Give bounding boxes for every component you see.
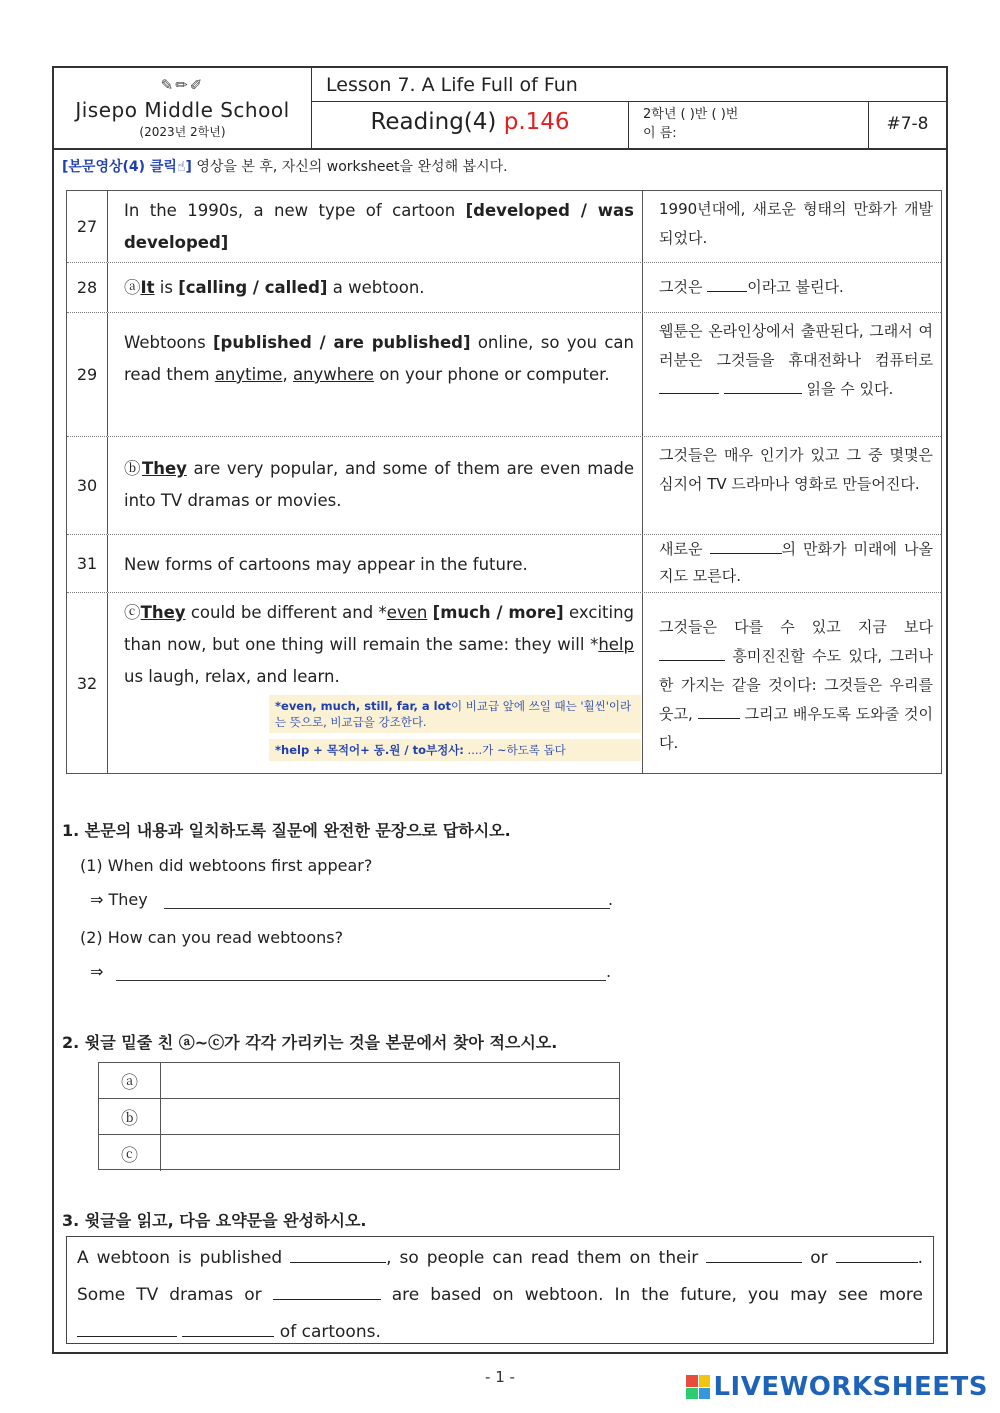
sentence-number: 29: [67, 313, 108, 436]
text: 그리고 배우도록 도와줄 것이다.: [659, 705, 933, 752]
text: , so people can read them on their: [386, 1248, 707, 1268]
english-sentence: [108, 313, 643, 436]
blank[interactable]: [710, 540, 782, 554]
liveworksheets-logo: [686, 1372, 988, 1402]
answer-1-1-input[interactable]: [164, 908, 610, 909]
text: 흥미진진할 수도 있다, 그러나 한 가지는 같을 것이다: 그것들은 우리를 웃고,: [659, 647, 933, 723]
text: on your phone or computer.: [373, 365, 610, 384]
reading-table: [66, 190, 942, 774]
table-row: [99, 1063, 619, 1099]
choice[interactable]: [much / more]: [432, 603, 564, 622]
underlined-reference: It: [140, 278, 155, 297]
choice[interactable]: [published / are published]: [213, 333, 471, 352]
text: . Some TV dramas or: [77, 1248, 923, 1305]
marker-c: ⓒ: [124, 603, 141, 622]
underlined-word: help: [598, 635, 634, 654]
english-sentence: [108, 263, 643, 312]
worksheet-frame: [52, 66, 948, 1354]
note-keywords: *even, much, still, far, a lot: [275, 699, 451, 713]
symbol-b: ⓑ: [99, 1099, 161, 1134]
underlined-reference: They: [141, 459, 187, 478]
text: 이라고 불린다.: [747, 278, 844, 296]
text: Webtoons: [124, 333, 213, 352]
summary-box: [66, 1236, 934, 1344]
answer-1-1-prefix: ⇒ They: [90, 890, 148, 909]
text: 그것은: [659, 278, 708, 296]
text: are very popular, and some of them are even made into TV dramas or movies.: [124, 459, 635, 510]
sentence-number: 32: [67, 593, 108, 773]
answer-1-2-input[interactable]: [116, 980, 606, 981]
english-sentence: [108, 437, 643, 534]
name-line: 이 름:: [643, 126, 677, 141]
table-row: [99, 1099, 619, 1135]
note-text: ....가 ~하도록 돕다: [463, 743, 566, 757]
reading-title: [312, 102, 629, 148]
text: A webtoon is published: [77, 1248, 291, 1268]
underlined-word: anywhere: [292, 365, 374, 384]
blank[interactable]: [707, 278, 747, 292]
table-row: [67, 313, 941, 437]
question-1-title: 1. 본문의 내용과 일치하도록 질문에 완전한 문장으로 답하시오.: [62, 821, 511, 840]
symbol-c: ⓒ: [99, 1135, 161, 1171]
worksheet-header: [54, 68, 946, 150]
period: .: [606, 962, 612, 981]
text: ,: [282, 365, 293, 384]
blank[interactable]: [698, 705, 740, 719]
text: of cartoons.: [274, 1322, 381, 1342]
blank[interactable]: [182, 1323, 274, 1337]
text: exciting than now, but one thing will remain the same: they will *: [124, 603, 635, 654]
intro-line: [62, 156, 508, 176]
question-2-title: 2. 윗글 밑줄 친 ⓐ~ⓒ가 각각 가리키는 것을 본문에서 찾아 적으시오.: [62, 1033, 558, 1052]
symbol-a: ⓐ: [99, 1063, 161, 1098]
brand-logo-icon: [686, 1375, 710, 1399]
underlined-word: anytime: [214, 365, 283, 384]
table-row: [67, 593, 941, 773]
text: or: [802, 1248, 836, 1268]
marker-a: ⓐ: [124, 278, 141, 297]
question-1-1: (1) When did webtoons first appear?: [80, 856, 373, 875]
blank[interactable]: [290, 1249, 386, 1263]
question-1-2: (2) How can you read webtoons?: [80, 928, 344, 947]
korean-translation: [643, 263, 941, 312]
text: 읽을 수 있다.: [801, 380, 894, 398]
text: 의 만화가 미래에 나올지도 모른다.: [659, 540, 933, 585]
korean-translation: [643, 535, 941, 592]
english-sentence: New forms of cartoons may appear in the future.: [108, 535, 643, 592]
text: online, so you can read them: [124, 333, 634, 384]
note-keywords: *help + 목적어+ 동.원 / to부정사:: [275, 743, 464, 757]
korean-translation: 1990년대에, 새로운 형태의 만화가 개발되었다.: [659, 200, 933, 247]
text: 그것들은 다를 수 있고 지금 보다: [659, 618, 933, 636]
blank[interactable]: [836, 1249, 918, 1263]
note-text: 이 비교급 앞에 쓰일 때는 '훨씬'이라는 뜻으로, 비교급을 강조한다.: [275, 699, 632, 729]
text: us laugh, relax, and learn.: [124, 667, 340, 686]
grammar-note: [269, 739, 641, 761]
korean-translation: 그것들은 매우 인기가 있고 그 중 몇몇은 심지어 TV 드라마나 영화로 만들어진다.: [659, 446, 933, 493]
lesson-title: Lesson 7. A Life Full of Fun: [312, 68, 946, 102]
text: could be different and *: [185, 603, 387, 622]
korean-translation: [643, 313, 941, 436]
page-reference: p.146: [503, 109, 570, 135]
table-row: [67, 535, 941, 593]
school-cell: [54, 68, 312, 148]
brand-name: LIVEWORKSHEETS: [713, 1372, 988, 1402]
pencils-icon: ✎✏✐: [160, 76, 205, 94]
blank[interactable]: [273, 1286, 381, 1300]
school-year: (2023년 2학년): [139, 125, 226, 139]
video-link[interactable]: [본문영상(4) 클릭☝]: [62, 159, 192, 175]
intro-text: 영상을 본 후, 자신의 worksheet을 완성해 봅시다.: [191, 159, 508, 175]
table-row: [67, 437, 941, 535]
grammar-note: [269, 695, 641, 733]
worksheet-number: #7-8: [886, 114, 929, 134]
choice[interactable]: [developed / was developed]: [124, 201, 634, 252]
marker-b: ⓑ: [124, 459, 142, 478]
table-row: [99, 1135, 619, 1171]
blank[interactable]: [706, 1249, 802, 1263]
question-3-title: 3. 윗글을 읽고, 다음 요약문을 완성하시오.: [62, 1211, 367, 1230]
answer-1-2-prefix: ⇒: [90, 962, 104, 981]
text: are based on webtoon. In the future, you may see more: [380, 1285, 923, 1305]
blank[interactable]: [659, 380, 719, 394]
blank[interactable]: [659, 647, 725, 661]
blank[interactable]: [724, 380, 802, 394]
korean-translation: [643, 593, 941, 773]
school-name: Jisepo Middle School: [75, 98, 290, 122]
reading-label: Reading(4): [370, 109, 497, 135]
sentence-number: 31: [67, 535, 108, 592]
text: 웹툰은 온라인상에서 출판된다, 그래서 여러분은 그것들을 휴대전화나 컴퓨터로: [659, 322, 933, 369]
blank[interactable]: [77, 1323, 177, 1337]
page-number: - 1 -: [485, 1368, 515, 1386]
sentence-number: 30: [67, 437, 108, 534]
text: a webtoon.: [327, 278, 425, 297]
underlined-reference: They: [140, 603, 186, 622]
underlined-word: even: [386, 603, 428, 622]
class-line: 2학년 ( )반 ( )번: [643, 107, 739, 122]
sentence-number: 28: [67, 263, 108, 312]
sentence-number: 27: [67, 191, 108, 262]
text: 새로운: [659, 540, 710, 558]
text: is: [154, 278, 179, 297]
english-sentence: [108, 191, 643, 262]
text: In the 1990s, a new type of cartoon: [124, 201, 466, 220]
student-info: [629, 102, 869, 148]
choice[interactable]: [calling / called]: [178, 278, 328, 297]
period: .: [608, 890, 614, 909]
table-row: [67, 191, 941, 263]
table-row: [67, 263, 941, 313]
reference-table: [98, 1062, 620, 1170]
